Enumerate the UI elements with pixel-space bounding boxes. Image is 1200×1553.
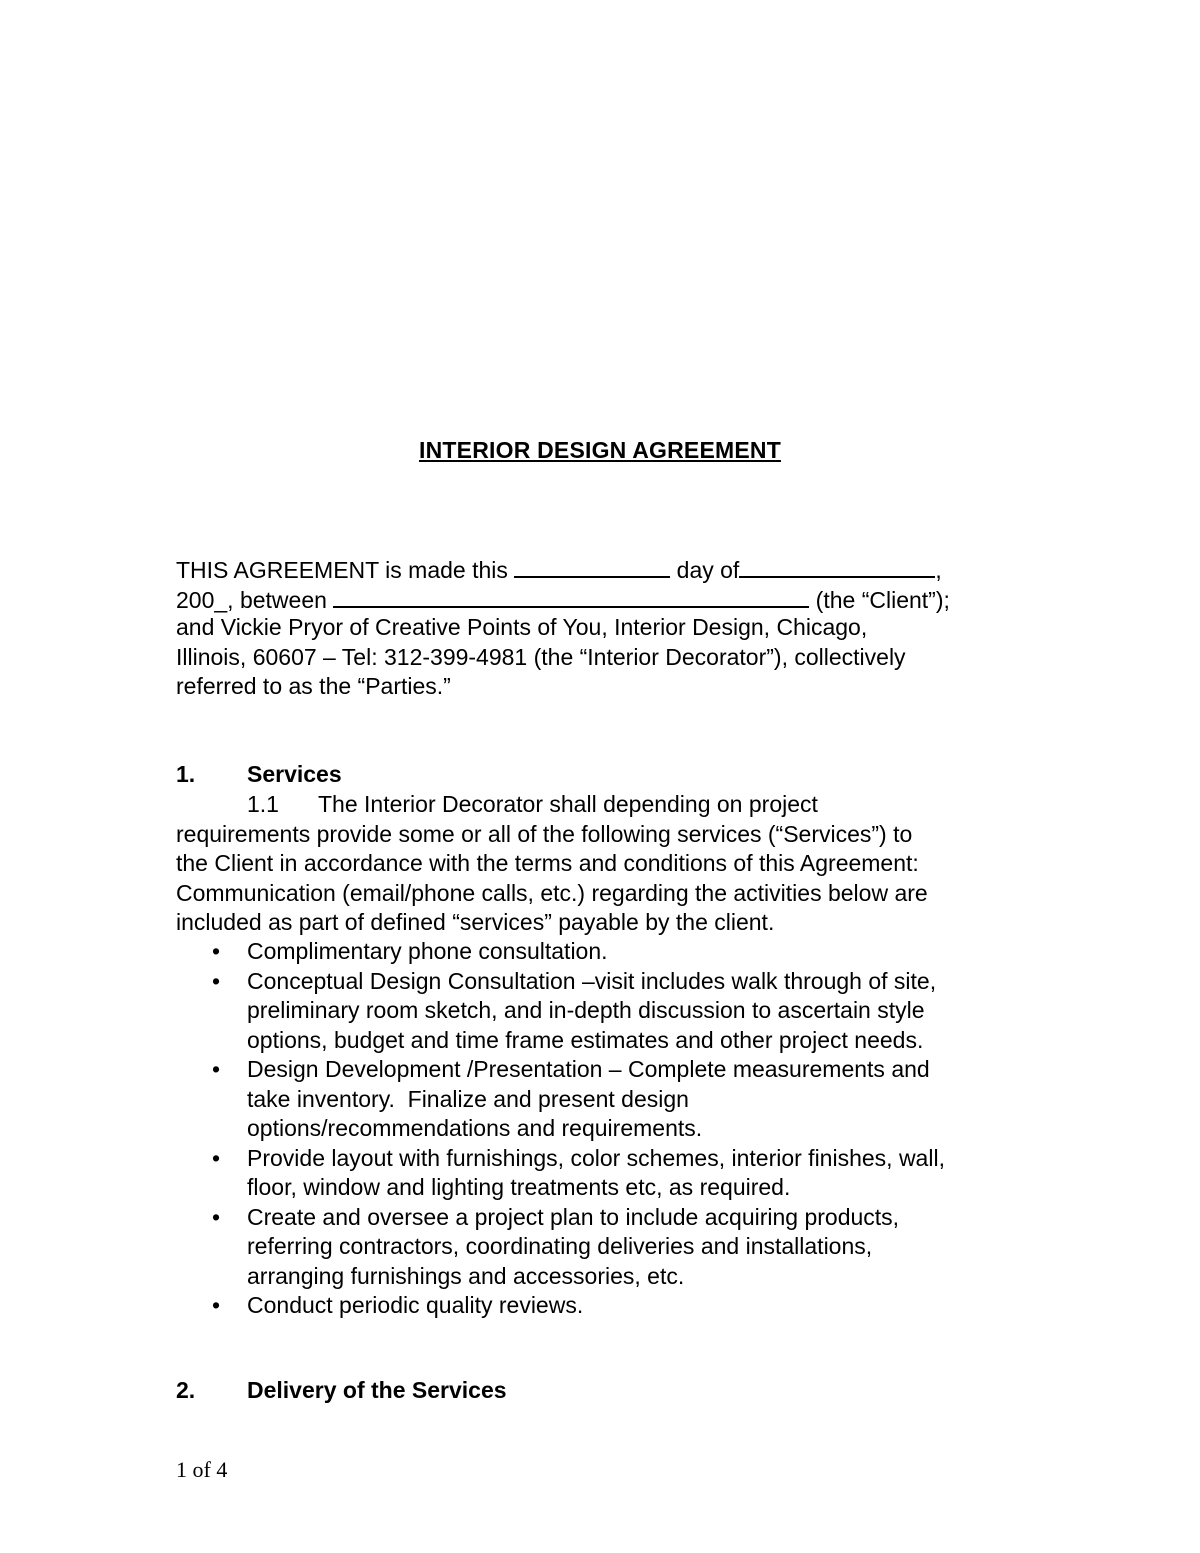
list-item: • Design Development /Presentation – Complete measurements and take inventory. Finalize and present design options/recommendations and requirements. xyxy=(212,1056,930,1141)
paragraph-line: Communication (email/phone calls, etc.) regarding the activities below are xyxy=(176,879,928,906)
intro-line-5: referred to as the “Parties.” xyxy=(176,673,451,699)
bullet-icon: • xyxy=(212,1292,221,1318)
clause-number: 1.1 xyxy=(247,791,279,817)
section-2-heading xyxy=(176,1376,507,1406)
intro-line-3: and Vickie Pryor of Creative Points of You, Interior Design, Chicago, xyxy=(176,614,868,640)
document-title: INTERIOR DESIGN AGREEMENT xyxy=(419,437,781,463)
paragraph-line: requirements provide some or all of the following services (“Services”) to xyxy=(176,820,913,847)
bullet-icon: • xyxy=(212,1203,221,1230)
client-name-blank xyxy=(333,584,809,608)
section-1-heading xyxy=(176,760,342,790)
list-item: • Complimentary phone consultation. xyxy=(176,937,1036,967)
bullet-icon: • xyxy=(212,967,221,994)
paragraph-line: included as part of defined “services” payable by the client. xyxy=(176,909,775,935)
section-1-number: 1. xyxy=(176,761,196,787)
intro-line-4: Illinois, 60607 – Tel: 312-399-4981 (the “Interior Decorator”), collectively xyxy=(176,643,906,670)
bullet-icon: • xyxy=(212,1144,221,1171)
page-number: 1 of 4 xyxy=(176,1457,228,1482)
list-item: • Provide layout with furnishings, color schemes, interior finishes, wall, floor, window and lighting treatments etc, as required. xyxy=(212,1144,945,1200)
section-2-title: Delivery of the Services xyxy=(247,1377,507,1403)
intro-line-2: 200_, between (the “Client”); xyxy=(176,584,1036,614)
day-blank xyxy=(514,554,670,578)
section-1-1-paragraph xyxy=(176,790,1036,938)
services-list xyxy=(176,937,1036,1321)
section-1-title: Services xyxy=(247,761,342,787)
list-item: • Conceptual Design Consultation –visit includes walk through of site, preliminary room sketch, and in-depth discussion to ascertain style options, budget and time frame estimates and other project needs. xyxy=(212,967,937,1053)
paragraph-line: 1.1 The Interior Decorator shall depending on project xyxy=(176,790,1036,820)
bullet-icon: • xyxy=(212,938,221,964)
paragraph-line: the Client in accordance with the terms and conditions of this Agreement: xyxy=(176,850,919,876)
list-item: • Conduct periodic quality reviews. xyxy=(176,1291,1036,1321)
intro-paragraph xyxy=(176,554,1036,702)
month-blank xyxy=(739,554,935,578)
section-2-number: 2. xyxy=(176,1377,196,1403)
intro-line-1: THIS AGREEMENT is made this day of , xyxy=(176,554,1036,584)
list-item: • Create and oversee a project plan to include acquiring products, referring contractors, coordinating deliveries and installations, arranging furnishings and accessories, etc. xyxy=(212,1203,900,1289)
bullet-icon: • xyxy=(212,1056,221,1082)
